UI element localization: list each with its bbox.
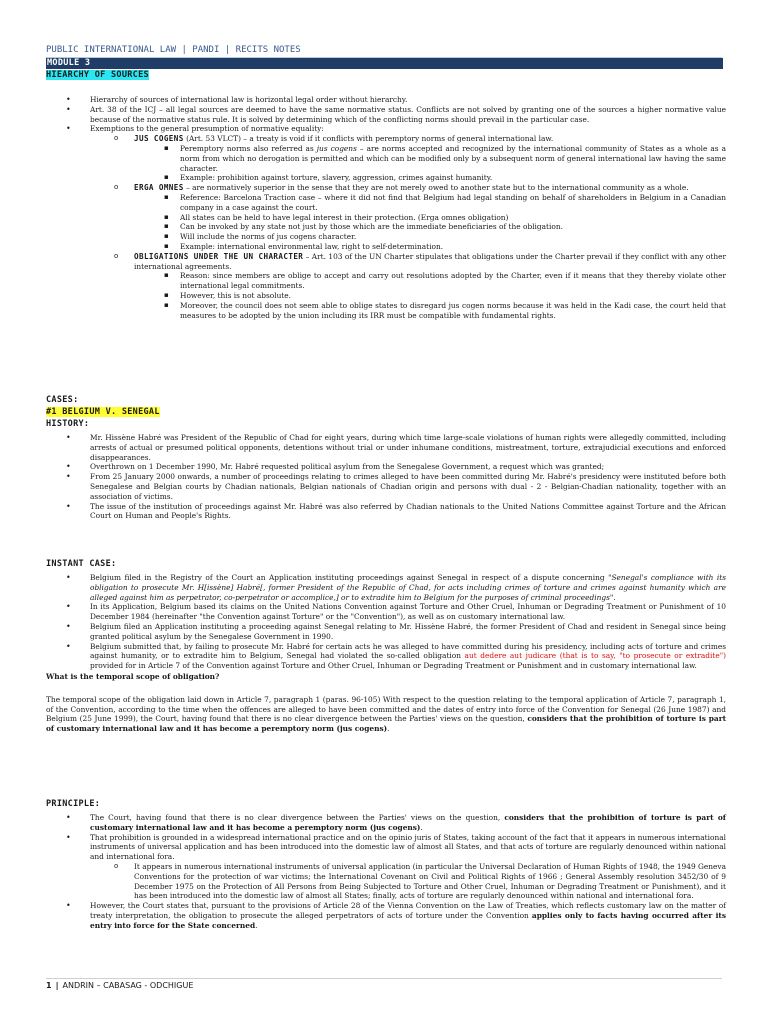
list-item: • The Court, having found that there is no clear divergence between the Parties' views on the question, considers that the prohibition of torture is part of customary international law and it has become a peremptory norm (jus cogens). <box>46 813 726 833</box>
case-title-text: #1 BELGIUM V. SENEGAL <box>46 407 160 417</box>
list-item: ▪ Moreover, the council does not seem able to oblige states to disregard jus cogen norms because it was held in the Kadi case, the court held that measures to be adopted by the union including its IRR must be compatible with fundamental rights. <box>46 301 726 321</box>
list-item: • From 25 January 2000 onwards, a number of proceedings relating to crimes alleged to have been committed during Mr. Habré's presidency were instituted before both Senegalese and Belgian courts by Chadian nationals, Belgian nationals of Chadian origin and persons with dual - 2 - Belgian-Chadian nationality, together with an association of victims. <box>46 472 726 501</box>
module-banner: MODULE 3 <box>46 58 723 69</box>
cases-label: CASES: <box>46 395 79 405</box>
section-heading-text: HIEARCHY OF SOURCES <box>46 70 149 80</box>
list-item: ▪ Can be invoked by any state not just by those which are the immediate beneficiaries of the obligation. <box>46 222 726 232</box>
page-number: 1 <box>46 981 52 990</box>
list-item: • In its Application, Belgium based its claims on the United Nations Convention against Torture and Other Cruel, Inhuman or Degrading Treatment or Punishment of 10 December 1984 (hereinafter "the Convention against Torture" or the "Convention"), as well as on customary international law. <box>46 602 726 622</box>
list-item: • Overthrown on 1 December 1990, Mr. Habré requested political asylum from the Senegalese Government, a request which was granted; <box>46 462 726 472</box>
list-item-un-charter: o OBLIGATIONS UNDER THE UN CHARACTER – Art. 103 of the UN Charter stipulates that obligations under the Charter prevail if they conflict with any other international agreements. <box>46 252 726 272</box>
footer-authors: ANDRIN – CABASAG - ODCHIGUE <box>62 981 194 990</box>
list-item: • That prohibition is grounded in a widespread international practice and on the opinio juris of States, taking account of the fact that it appears in numerous international instruments of universal application and has been introduced into the domestic law of almost all States, and that acts of torture are regularly denounced within national and international fora. <box>46 833 726 862</box>
answer-paragraph: The temporal scope of the obligation laid down in Article 7, paragraph 1 (paras. 96-105) With respect to the question relating to the temporal application of Article 7, paragraph 1, of the Convention, according to the time when the offences are alleged to have been committed and the dates of entry into force of the Convention for Senegal (26 June 1987) and Belgium (25 June 1999), the Court, having found that there is no clear divergence between the Parties' views on the question, considers that the prohibition of torture is part of customary international law and it has become a peremptory norm (jus cogens). <box>46 694 727 734</box>
list-item: o It appears in numerous international instruments of universal application (in particular the Universal Declaration of Human Rights of 1948, the 1949 Geneva Conventions for the protection of war victims; the International Covenant on Civil and Political Rights of 1966 ; General Assembly resolution 3452/30 of 9 December 1975 on the Protection of All Persons from Being Subjected to Torture and Other Cruel, Inhuman or Degrading Treatment or Punishment), and it has been introduced into the domestic law of almost all States; finally, acts of torture are regularly denounced within national and international fora. <box>46 862 726 901</box>
list-item: • Exemptions to the general presumption of normative equality: <box>46 124 726 134</box>
case-title <box>46 407 160 418</box>
list-item: ▪ However, this is not absolute. <box>46 291 726 301</box>
document-header-title: PUBLIC INTERNATIONAL LAW | PANDI | RECITS NOTES <box>46 45 722 58</box>
history-label: HISTORY: <box>46 419 90 429</box>
list-item-erga-omnes: o ERGA OMNES – are normatively superior in the sense that they are not merely owed to another state but to the international community as a whole. <box>46 183 726 193</box>
footer-separator: | <box>55 981 59 990</box>
instant-case-list <box>46 573 726 734</box>
list-item: ▪ All states can be held to have legal interest in their protection. (Erga omnes obligation) <box>46 213 726 223</box>
list-item: ▪ Peremptory norms also referred as jus cogens – are norms accepted and recognized by the international community of States as a whole as a norm from which no derogation is permitted and which can be modified only by a subsequent norm of general international law having the same character. <box>46 144 726 173</box>
list-item: ▪ Example: prohibition against torture, slavery, aggression, crimes against humanity. <box>46 173 726 183</box>
list-item: ▪ Example: international environmental law, right to self-determination. <box>46 242 726 252</box>
list-item: • Mr. Hissène Habré was President of the Republic of Chad for eight years, during which time large-scale violations of human rights were allegedly committed, including arrests of actual or presumed political opponents, detentions without trial or under inhumane conditions, mistreatment, torture, extrajudicial executions and enforced disappearances. <box>46 433 726 462</box>
hierarchy-list <box>46 95 726 320</box>
principle-list <box>46 813 726 931</box>
list-item: • The issue of the institution of proceedings against Mr. Habré was also referred by Chadian nationals to the United Nations Committee against Torture and the African Court on Human and People's Rights. <box>46 502 726 522</box>
question-heading: What is the temporal scope of obligation? <box>46 671 220 681</box>
list-item-jus-cogens: o JUS COGENS (Art. 53 VLCT) – a treaty is void if it conflicts with peremptory norms of general international law. <box>46 134 726 144</box>
instant-case-label: INSTANT CASE: <box>46 559 117 569</box>
page-footer <box>46 980 722 993</box>
list-item: • Hierarchy of sources of international law is horizontal legal order without hierarchy. <box>46 95 726 105</box>
footer-divider <box>46 978 722 979</box>
list-item: • Belgium filed an Application instituting a proceeding against Senegal relating to Mr. Hissène Habré, the former President of Chad and resident in Senegal since being granted political asylum by the Senegalese Government in 1990. <box>46 622 726 642</box>
list-item: ▪ Reference: Barcelona Traction case – where it did not find that Belgium had legal standing on behalf of shareholders in Belgium in a Canadian company in a case against the court. <box>46 193 726 213</box>
list-item: • Belgium submitted that, by failing to prosecute Mr. Habré for certain acts he was alleged to have committed during his presidency, including acts of torture and crimes against humanity, or to extradite him to Belgium, Senegal had violated the so-called obligation aut dedere aut judicare (that is to say, "to prosecute or extradite") provided for in Article 7 of the Convention against Torture and Other Cruel, Inhuman or Degrading Treatment or Punishment and in customary international law. <box>46 642 726 671</box>
section-heading-hierarchy <box>46 70 149 81</box>
list-item: • Belgium filed in the Registry of the Court an Application instituting proceedings against Senegal in respect of a dispute concerning "Senegal's compliance with its obligation to prosecute Mr. H[issène] Habré[, former President of the Republic of Chad, for acts including crimes of torture and crimes against humanity which are alleged against him as perpetrator, co-perpetrator or accomplice,] or to extradite him to Belgium for the purposes of criminal proceedings". <box>46 573 726 602</box>
list-item: ▪ Reason: since members are oblige to accept and carry out resolutions adopted by the Charter, even if it means that they thereby violate other international legal commitments. <box>46 271 726 291</box>
history-list <box>46 433 726 521</box>
principle-label: PRINCIPLE: <box>46 799 101 809</box>
list-item: • Art. 38 of the ICJ – all legal sources are deemed to have the same normative status. Conflicts are not solved by granting one of the sources a higher normative value because of the normative status rule. It is solved by determining which of the conflicting norms should prevail in the particular case. <box>46 105 726 125</box>
list-item: • However, the Court states that, pursuant to the provisions of Article 28 of the Vienna Convention on the Law of Treaties, which reflects customary law on the matter of treaty interpretation, the obligation to prosecute the alleged perpetrators of acts of torture under the Convention applies only to facts having occurred after its entry into force for the State concerned. <box>46 901 726 930</box>
list-item: ▪ Will include the norms of jus cogens character. <box>46 232 726 242</box>
